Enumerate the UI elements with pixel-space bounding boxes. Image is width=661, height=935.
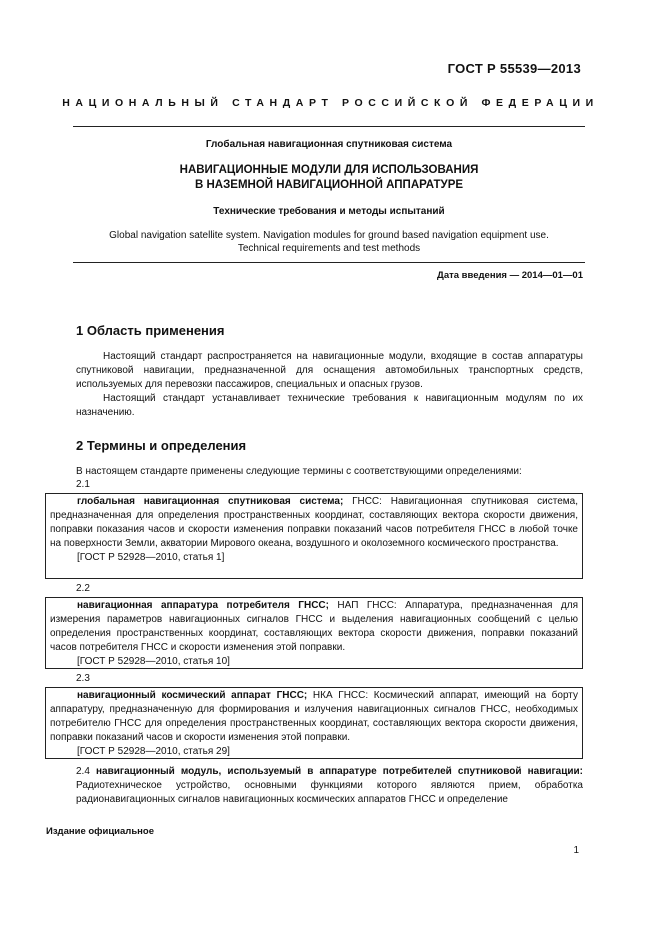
term-2-4-paragraph [76, 765, 583, 807]
introduction-date: Дата введения — 2014—01—01 [437, 270, 583, 281]
edition-label: Издание официальное [46, 826, 154, 837]
header-rule [73, 126, 585, 127]
term-text: ГНСС: Навигационная спутниковая система, предназначенная для определения пространственных координат, составляющих вектора скорости движения, поправки показания часов и скорости изменения поправки показаний часов потребителя ГНСС в любой точке на поверхности Земли, акватории Мирового океана, воздушного и околоземного космического пространства. [50, 496, 579, 549]
title-rule [73, 262, 585, 263]
term-reference: [ГОСТ Р 52928—2010, статья 29] [77, 746, 230, 757]
section1-paragraph1: Настоящий стандарт распространяется на навигационные модули, входящие в состав аппаратуры спутниковой навигации, предназначенной для оснащения автомобильных транспортных средств, используемых для перевозки пассажиров, специальных и опасных грузов. [76, 351, 583, 390]
term-number: 2.3 [76, 673, 90, 684]
main-title-line2: В НАЗЕМНОЙ НАВИГАЦИОННОЙ АППАРАТУРЕ [194, 179, 464, 191]
term-name: глобальная навигационная спутниковая система; [77, 496, 344, 507]
subtitle: Технические требования и методы испытаний [213, 206, 445, 217]
section2-heading: 2 Термины и определения [76, 438, 247, 453]
term-name: навигационный модуль, используемый в аппаратуре потребителей спутниковой навигации: [96, 766, 583, 777]
term-reference: [ГОСТ Р 52928—2010, статья 10] [77, 656, 230, 667]
term-box [45, 493, 583, 579]
term-name: навигационный космический аппарат ГНСС; [77, 690, 308, 701]
term-number: 2.4 [76, 766, 90, 777]
system-title: Глобальная навигационная спутниковая система [205, 139, 453, 150]
english-title-line2: Technical requirements and test methods [237, 243, 421, 254]
main-title-line1: НАВИГАЦИОННЫЕ МОДУЛИ ДЛЯ ИСПОЛЬЗОВАНИЯ [179, 164, 479, 176]
section1-paragraph2: Настоящий стандарт устанавливает технические требования к навигационным модулям по их назначению. [76, 393, 583, 418]
term-text: Радиотехническое устройство, основными функциями которого являются прием, обработка радионавигационных сигналов навигационных космических аппаратов ГНСС и определение [76, 780, 583, 805]
section2-intro: В настоящем стандарте применены следующие термины с соответствующими определениями: [76, 466, 522, 477]
page-number: 1 [573, 845, 579, 856]
english-title [73, 229, 585, 255]
term-number: 2.2 [76, 583, 90, 594]
main-title [73, 163, 585, 193]
section1-heading: 1 Область применения [76, 323, 225, 338]
term-text: НАП ГНСС: Аппаратура, предназначенная для измерения параметров навигационных сигналов ГНСС и выделения навигационных сообщений с целью определения пространственных координат, составляющих вектора скорости движения, поправки показаний часов потребителя ГНСС и скорости изменения этой поправки. [50, 600, 578, 653]
english-title-line1: Global navigation satellite system. Navigation modules for ground based navigation equipment use. [109, 230, 549, 241]
term-text: НКА ГНСС: Космический аппарат, имеющий на борту аппаратуру, предназначенную для формирования и излучения навигационных сигналов ГНСС, необходимых потребителю ГНСС для определения пространственных координат, составляющих вектора скорости движения, поправки показаний часов и скорости изменения этой поправки. [50, 690, 578, 743]
national-standard-title: НАЦИОНАЛЬНЫЙ СТАНДАРТ РОССИЙСКОЙ ФЕДЕРАЦИИ [62, 97, 599, 109]
term-box [45, 687, 583, 759]
term-reference: [ГОСТ Р 52928—2010, статья 1] [77, 552, 225, 563]
term-definition [50, 689, 578, 745]
term-definition [50, 599, 578, 655]
term-box [45, 597, 583, 669]
term-number: 2.1 [76, 479, 90, 490]
document-number: ГОСТ Р 55539—2013 [447, 61, 581, 76]
term-name: навигационная аппаратура потребителя ГНСС; [77, 600, 329, 611]
term-definition [50, 495, 578, 551]
